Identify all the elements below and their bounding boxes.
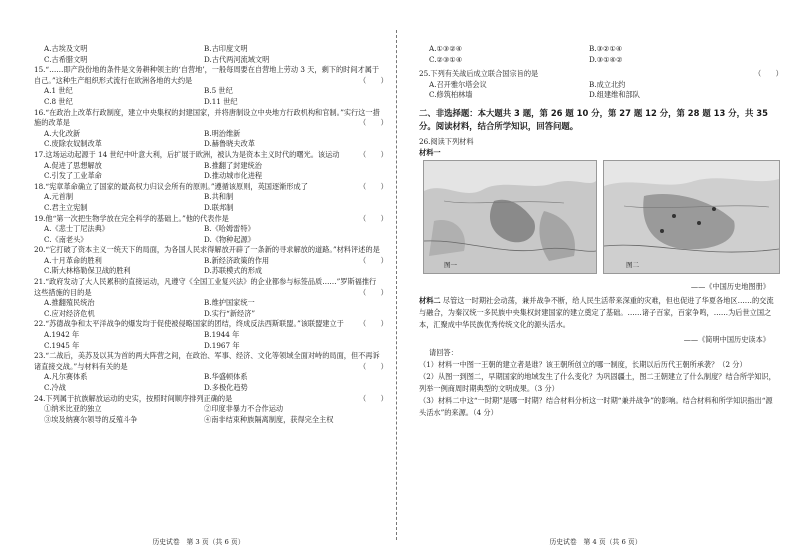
- question-22: [34, 319, 388, 330]
- answer-bracket: （ ）: [359, 181, 388, 191]
- material-2: [419, 295, 776, 331]
- q18-option-b: B.共和制: [204, 192, 234, 202]
- q21-option-b: B.维护国家统一: [204, 298, 255, 308]
- question-17-text: 17.这场运动起源于 14 世纪中叶意大利，后扩展于欧洲，被认为是资本主义时代的曙光。该运动: [34, 149, 340, 159]
- q14-option-c: C.古希腊文明: [44, 54, 88, 64]
- question-list: [34, 65, 388, 393]
- answer-bracket: （ ）: [359, 319, 388, 329]
- map-figure-1: [423, 160, 597, 274]
- question-17: [34, 149, 388, 161]
- q19-option-b: B.《哈姆雷特》: [204, 224, 255, 234]
- q15-option-d: D.11 世纪: [204, 96, 238, 106]
- answer-bracket: （ ）: [359, 393, 388, 403]
- question-18-text: 18.“宪章革命确立了国家的最高权力归议会所有的原则。”遵循该原则，英国逐渐形成了: [34, 181, 308, 191]
- map-figure-2: [603, 160, 780, 274]
- q24-options: [419, 44, 776, 65]
- q18-option-c: C.君主立宪制: [44, 202, 88, 212]
- material-1-label: 材料一: [419, 147, 441, 157]
- question-24: [34, 393, 388, 405]
- q25-option-d: D.组建维和部队: [589, 90, 640, 100]
- q22-option-a: A.1942 年: [44, 330, 80, 340]
- q18-options: [34, 192, 381, 213]
- sub-question-1: （1）材料一中图一王朝的建立者是谁？该王朝所创立的哪一制度，长期以后历代王朝所承袭？（2 分）: [419, 359, 747, 369]
- section-2-title: 二、非选择题：本大题共 3 题，第 26 题 10 分，第 27 题 12 分，第 28 题 13 分，共 35 分。阅读材料，结合所学知识，回答问题。: [419, 107, 768, 131]
- q20-option-c: C.斯大林格勒保卫战的胜利: [44, 266, 131, 276]
- q17-options: [34, 161, 381, 182]
- map-1-graphic: [424, 161, 596, 273]
- q24-option-b: B.③②①④: [589, 44, 623, 53]
- answer-bracket: （ ）: [359, 118, 388, 128]
- question-15: [34, 65, 388, 86]
- page-3-footer: 历史试卷 第 3 页（共 6 页）: [152, 538, 245, 546]
- q19-option-d: D.《物种起源》: [204, 234, 255, 244]
- q17-option-c: C.引发了工业革命: [44, 171, 102, 181]
- figure-2-label: 图二: [626, 261, 639, 270]
- q16-option-b: B.明治维新: [204, 128, 241, 138]
- q16-option-a: A.大化改新: [44, 128, 81, 138]
- question-23: [34, 351, 388, 372]
- answer-bracket: （ ）: [754, 69, 783, 79]
- question-19-text: 19.他“第一次把生物学放在完全科学的基础上。”他的代表作是: [34, 213, 229, 223]
- q20-option-a: A.十月革命的胜利: [44, 255, 102, 265]
- sub-question-2: （2）从图一到图二，早期国家的地域发生了什么变化？为巩固疆土，图二王朝建立了什么制度？结合所学知识，列举一例商周时期典型的文明成果。（3 分）: [419, 371, 776, 393]
- q23-option-c: C.冷战: [44, 383, 66, 392]
- q18-option-a: A.元首制: [44, 192, 74, 202]
- question-26-head: 26.阅读下列材料: [419, 136, 474, 146]
- question-23-text: 23.“二战后，美苏及以其为首的两大阵营之间，在政治、军事、经济、文化等领域全面对峙的局面，但不再诉诸直接交战。”与材料有关的是: [34, 351, 380, 371]
- answer-bracket: （ ）: [359, 75, 388, 85]
- question-20-text: 20.“它打破了资本主义一统天下的局面，为各国人民求得解放开辟了一条新的寻求解放的道路。”材料评述的是: [34, 245, 380, 255]
- q19-option-c: C.《南老头》: [44, 234, 88, 244]
- answer-bracket: （ ）: [359, 213, 388, 223]
- answer-bracket: （ ）: [359, 149, 388, 159]
- q14-option-d: D.古代两河流域文明: [204, 54, 270, 64]
- q25-options: [419, 80, 776, 101]
- q16-options: [34, 129, 381, 150]
- q14-option-b: B.古印度文明: [204, 44, 248, 53]
- q18-option-d: D.联邦制: [204, 202, 234, 212]
- answer-bracket: （ ）: [359, 361, 388, 371]
- question-25: [419, 69, 783, 80]
- question-18: [34, 181, 388, 193]
- ask-label: 请回答：: [429, 348, 458, 358]
- q16-option-c: C.废除农奴制改革: [44, 139, 102, 149]
- map-2-graphic: [604, 161, 779, 273]
- material-2-text: 尽管这一时期社会动荡，兼并战争不断，给人民生活带来深重的灾难，但也促进了华夏各地区……的交流与融合，为秦汉统一多民族中央集权封建国家的建立奠定了基础。……诸子百家，百家争鸣，……为后世立国之本，汇聚成中华民族优秀传统文化的源头活水。: [419, 296, 774, 330]
- q25-option-c: C.修筑柏林墙: [429, 90, 473, 100]
- q24-item-4: ④南非结束种族隔离制度，获得完全主权: [204, 414, 334, 424]
- question-24-text: 24.下列属于抗族解放运动的史实，按照时间顺序排列正确的是: [34, 393, 233, 403]
- q15-options: [34, 86, 381, 107]
- q24-items: [34, 404, 381, 425]
- q24-option-a: A.①③②④: [429, 44, 463, 53]
- q15-option-a: A.1 世纪: [44, 86, 73, 96]
- q22-option-b: B.1944 年: [204, 330, 240, 340]
- q25-option-a: A.召开雅尔塔会议: [429, 79, 487, 89]
- question-21: [34, 277, 388, 298]
- source-1: ——《中国历史地图册》: [690, 282, 770, 292]
- q15-option-c: C.8 世纪: [44, 96, 73, 106]
- q24-option-c: C.②③①④: [429, 54, 463, 64]
- q23-option-b: B.华盛顿体系: [204, 372, 248, 382]
- question-16: [34, 107, 388, 129]
- q14-options: [34, 44, 381, 65]
- q24-item-3: ③埃及纳赛尔领导的反殖斗争: [44, 414, 138, 424]
- q20-option-b: B.新经济政策的作用: [204, 255, 270, 265]
- source-2: ——《简明中国历史读本》: [683, 335, 770, 345]
- q15-option-b: B.5 世纪: [204, 86, 233, 96]
- question-22-text: 22.“苏德战争和太平洋战争的爆发均于促使被侵略国家的团结，终成反法西斯联盟。”该联盟建立于: [34, 319, 344, 329]
- q24-item-1: ①纳米比亚的独立: [44, 404, 102, 414]
- q22-options: [34, 330, 381, 351]
- sub-question-3: （3）材料二中这“一时期”是哪一时期？结合材料分析这一时期“兼并战争”的影响。结合材料和所学知识指出“源头活水”的来源。（4 分）: [419, 395, 773, 417]
- q21-option-d: D.实行“新经济”: [204, 308, 256, 318]
- q23-option-a: A.凡尔赛体系: [44, 372, 88, 382]
- q17-option-b: B.推翻了封建统治: [204, 160, 262, 170]
- q25-option-b: B.成立北约: [589, 79, 626, 89]
- answer-bracket: （ ）: [359, 255, 388, 265]
- answer-bracket: （ ）: [359, 287, 388, 297]
- q20-option-d: D.苏联模式的形成: [204, 266, 263, 276]
- q23-option-d: D.多极化趋势: [204, 383, 248, 392]
- q21-option-a: A.推翻殖民统治: [44, 298, 95, 308]
- q20-options: [34, 256, 359, 277]
- q22-option-c: C.1945 年: [44, 340, 80, 350]
- figure-1-label: 图一: [444, 261, 457, 270]
- q24-item-2: ②印度非暴力不合作运动: [204, 404, 284, 414]
- q14-option-a: A.古埃及文明: [44, 44, 88, 53]
- q16-option-d: D.赫鲁晓夫改革: [204, 139, 255, 149]
- question-19: [34, 213, 388, 225]
- question-15-text: 15.“……即产段份地的条件是文务耕种领主的‘自营地’，一般每周要在自营地上劳动 3 天，剩下的时间才属于自己。”这种生产组织形式流行在欧洲各地的大约是: [34, 65, 380, 85]
- material-2-label: 材料二: [419, 296, 441, 306]
- q24-option-d: D.③①④②: [589, 54, 623, 64]
- q19-option-a: A.《悲士丁尼法典》: [44, 224, 109, 234]
- q22-option-d: D.1967 年: [204, 340, 240, 350]
- q17-option-a: A.促进了思想解放: [44, 160, 102, 170]
- question-21-text: 21.“政府发动了大人民累积的直接运动，凡遵守《全国工业复兴法》的企业都参与标签品质……”罗斯福推行这些措施的目的是: [34, 277, 377, 297]
- map-figures: [423, 160, 778, 278]
- q17-option-d: D.推动城市化进程: [204, 171, 263, 181]
- page-4: [397, 0, 794, 560]
- q21-options: [34, 298, 381, 319]
- page-4-footer: 历史试卷 第 4 页（共 6 页）: [549, 538, 642, 546]
- question-16-text: 16.“在政治上改革行政制度，建立中央集权的封建国家，并将唐制设立中央地方行政机构和官制。”实行这一措施的改革是: [34, 107, 380, 128]
- q23-options: [34, 372, 381, 393]
- q19-options: [34, 224, 381, 245]
- question-25-text: 25.下列有关战后成立联合国宗旨的是: [419, 69, 539, 79]
- q21-option-c: C.应对经济危机: [44, 308, 95, 318]
